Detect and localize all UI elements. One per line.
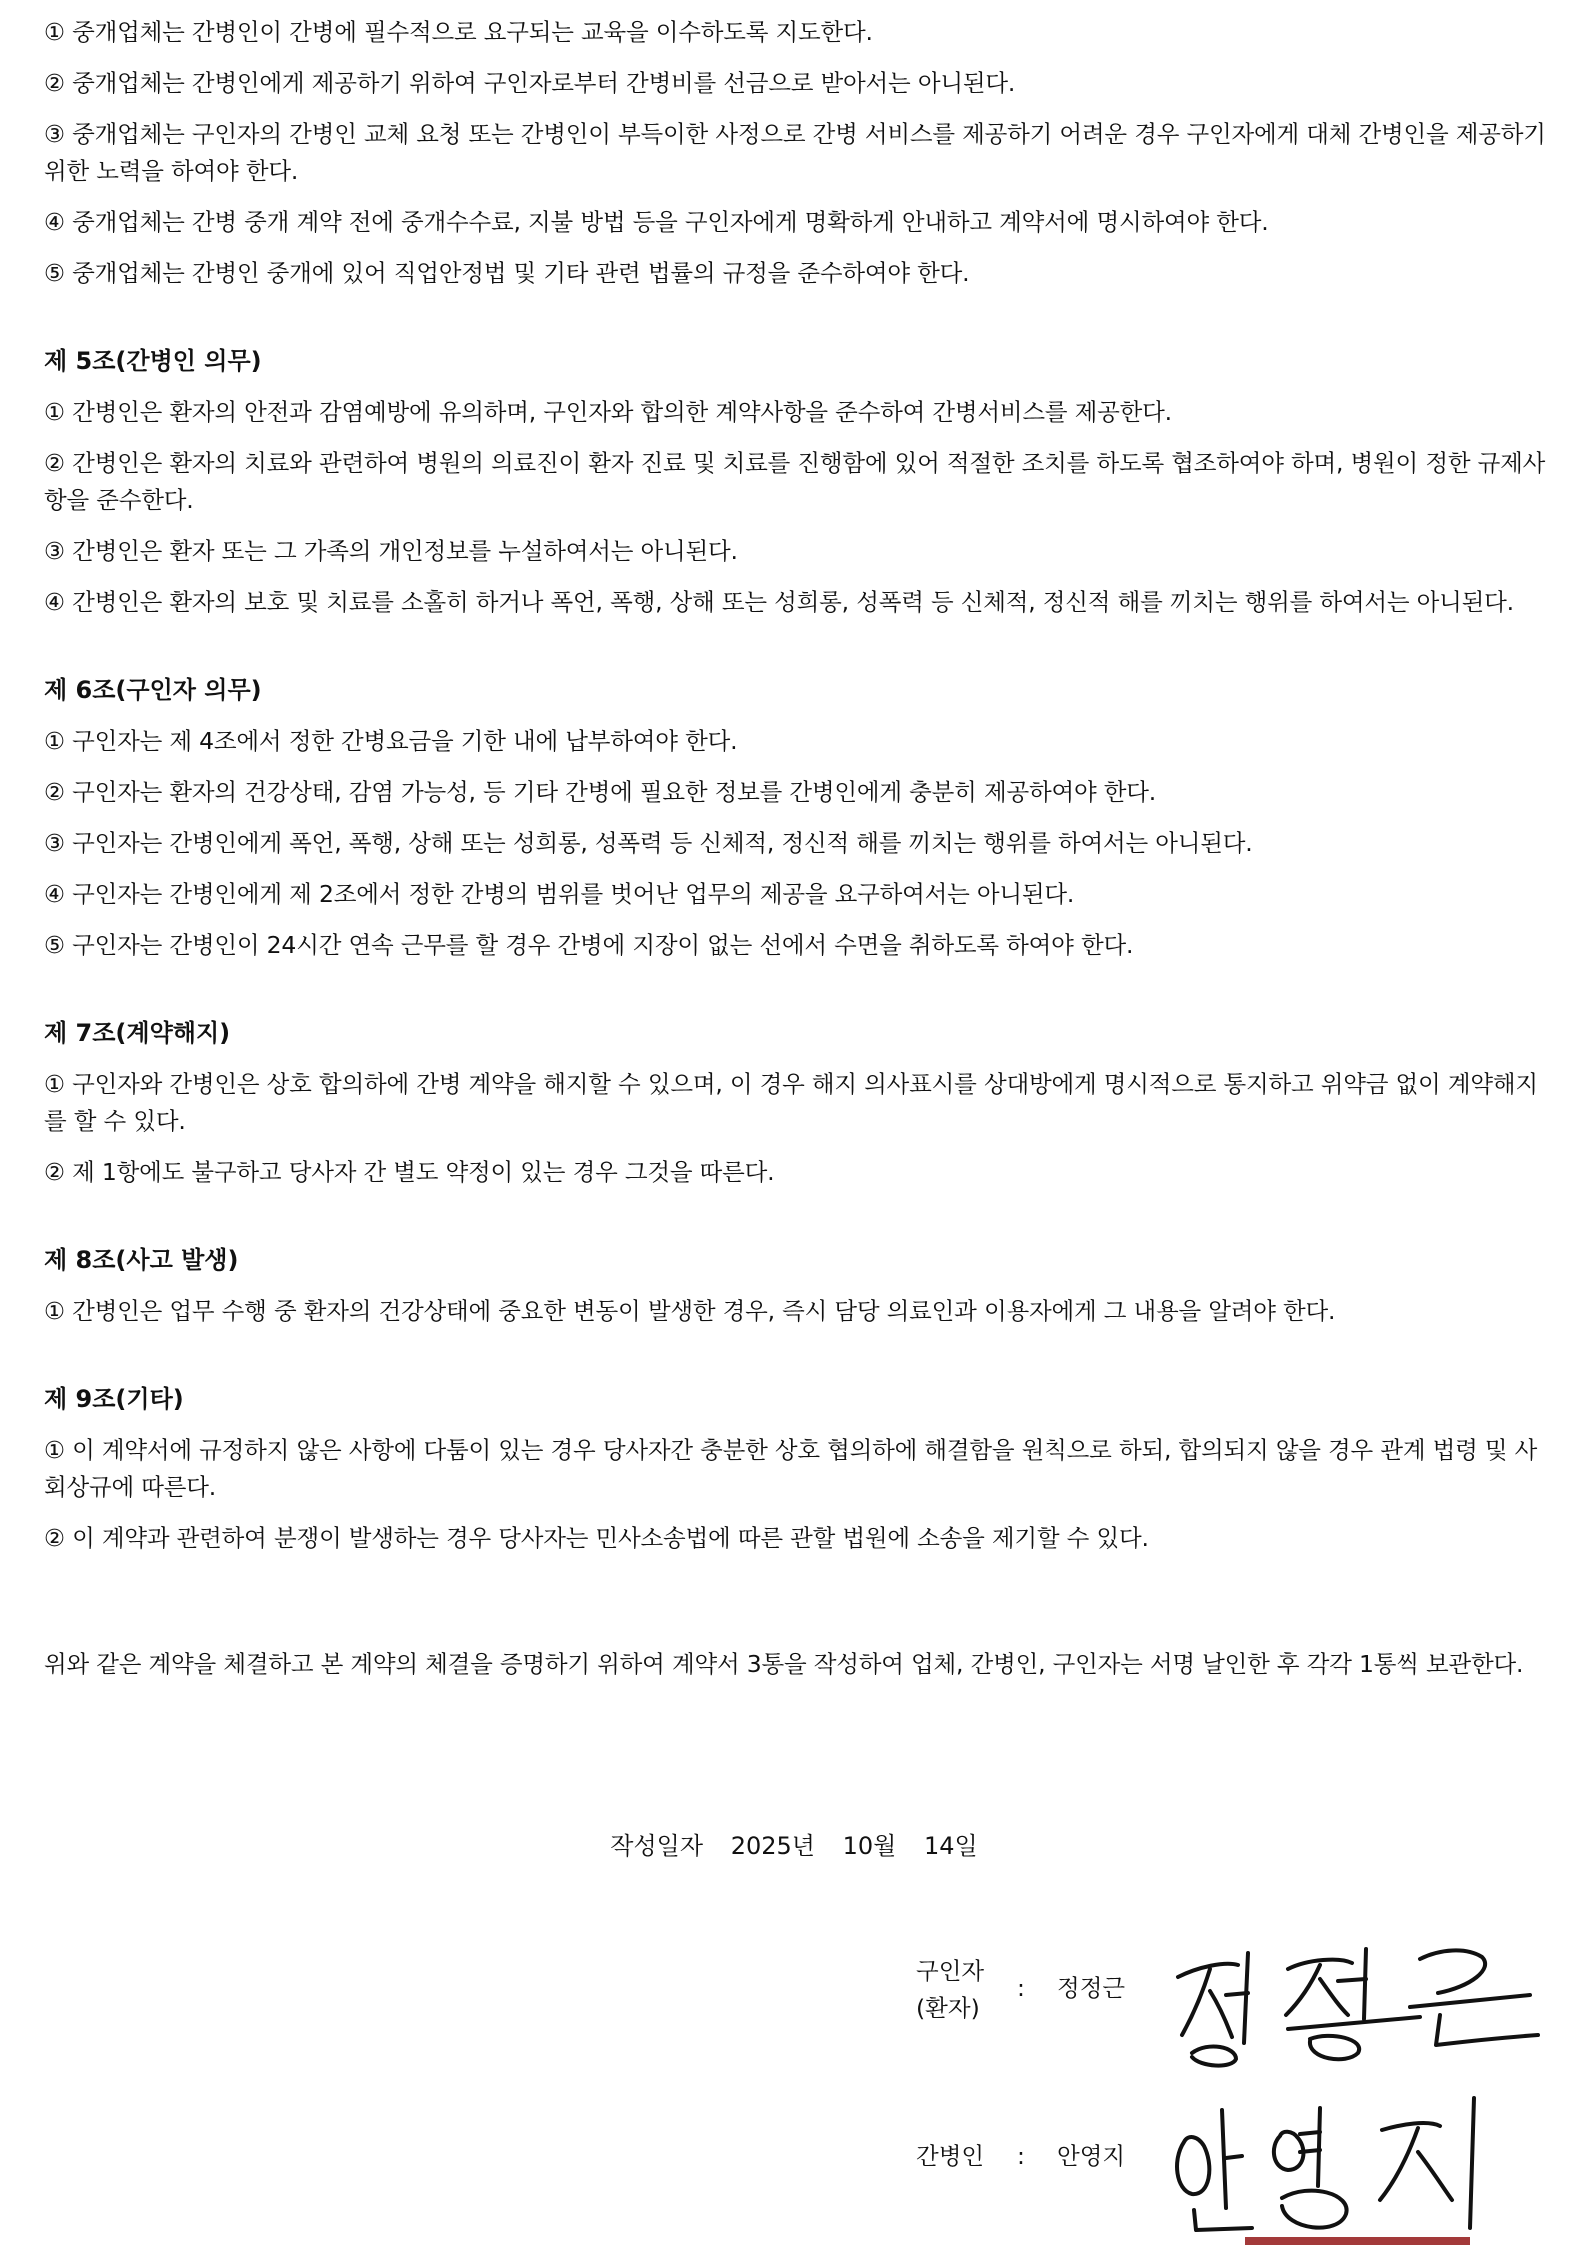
article-heading: 제 6조(구인자 의무) — [44, 676, 262, 704]
stamp-edge — [1245, 2237, 1470, 2245]
article-item: ① 구인자와 간병인은 상호 합의하에 간병 계약을 해지할 수 있으며, 이 경우 해지 의사표시를 상대방에게 명시적으로 통지하고 위약금 없이 계약해지를 할 수 있다. — [44, 1070, 1538, 1135]
article-item: ② 간병인은 환자의 치료와 관련하여 병원의 의료진이 환자 진료 및 치료를 진행함에 있어 적절한 조치를 하도록 협조하여야 하며, 병원이 정한 규제사항을 준수한다. — [44, 449, 1546, 514]
client-name: 정정근 — [1057, 1974, 1126, 2002]
article-5 — [44, 343, 1549, 621]
article-item: ① 이 계약서에 규정하지 않은 사항에 다툼이 있는 경우 당사자간 충분한 상호 협의하에 해결함을 원칙으로 하되, 합의되지 않을 경우 관계 법령 및 사회상규에 따른다. — [44, 1436, 1538, 1501]
article-item: ① 구인자는 제 4조에서 정한 간병요금을 기한 내에 납부하여야 한다. — [44, 727, 738, 755]
spacer — [44, 635, 1549, 672]
spacer — [44, 1571, 1549, 1646]
article-7 — [44, 1015, 1549, 1191]
article-item: ① 간병인은 환자의 안전과 감염예방에 유의하며, 구인자와 합의한 계약사항을 준수하여 간병서비스를 제공한다. — [44, 398, 1172, 426]
caregiver-name: 안영지 — [1057, 2142, 1126, 2170]
article-item: ② 제 1항에도 불구하고 당사자 간 별도 약정이 있는 경우 그것을 따른다. — [44, 1158, 775, 1186]
article-heading: 제 5조(간병인 의무) — [44, 347, 262, 375]
spacer — [44, 1344, 1549, 1381]
intro-item-4: ④ 중개업체는 간병 중개 계약 전에 중개수수료, 지불 방법 등을 구인자에게 명확하게 안내하고 계약서에 명시하여야 한다. — [44, 208, 1269, 236]
article-item: ① 간병인은 업무 수행 중 환자의 건강상태에 중요한 변동이 발생한 경우, 즉시 담당 의료인과 이용자에게 그 내용을 알려야 한다. — [44, 1297, 1336, 1325]
client-colon: : — [1017, 1974, 1025, 2002]
client-label-line-1: 구인자 — [916, 1957, 985, 1985]
article-item: ② 구인자는 환자의 건강상태, 감염 가능성, 등 기타 간병에 필요한 정보를 간병인에게 충분히 제공하여야 한다. — [44, 778, 1156, 806]
caregiver-signature — [1170, 2090, 1550, 2240]
article-heading: 제 7조(계약해지) — [44, 1019, 231, 1047]
intro-item-1: ① 중개업체는 간병인이 간병에 필수적으로 요구되는 교육을 이수하도록 지도한다. — [44, 18, 873, 46]
spacer — [44, 306, 1549, 343]
article-heading: 제 8조(사고 발생) — [44, 1246, 239, 1274]
article-6 — [44, 672, 1549, 964]
closing-statement: 위와 같은 계약을 체결하고 본 계약의 체결을 증명하기 위하여 계약서 3통을 작성하여 업체, 간병인, 구인자는 서명 날인한 후 각각 1통씩 보관한다. — [44, 1650, 1524, 1678]
intro-item-3: ③ 중개업체는 구인자의 간병인 교체 요청 또는 간병인이 부득이한 사정으로 간병 서비스를 제공하기 어려운 경우 구인자에게 대체 간병인을 제공하기 위한 노력을 하여야 한다. — [44, 120, 1546, 185]
contract-body — [44, 14, 1549, 1697]
spacer — [44, 1205, 1549, 1242]
client-label — [916, 1953, 984, 2027]
article-9 — [44, 1381, 1549, 1557]
date-year: 2025년 — [730, 1832, 815, 1860]
date-month: 10월 — [842, 1832, 897, 1860]
caregiver-label: 간병인 — [916, 2142, 985, 2170]
caregiver-colon: : — [1017, 2142, 1025, 2170]
article-item: ③ 간병인은 환자 또는 그 가족의 개인정보를 누설하여서는 아니된다. — [44, 537, 738, 565]
intro-item-2: ② 중개업체는 간병인에게 제공하기 위하여 구인자로부터 간병비를 선금으로 받아서는 아니된다. — [44, 69, 1016, 97]
intro-section — [44, 14, 1549, 292]
date-line — [0, 1828, 1588, 1865]
article-8 — [44, 1242, 1549, 1330]
spacer — [44, 978, 1549, 1015]
article-item: ④ 구인자는 간병인에게 제 2조에서 정한 간병의 범위를 벗어난 업무의 제공을 요구하여서는 아니된다. — [44, 880, 1075, 908]
client-label-line-2: (환자) — [916, 1994, 980, 2022]
client-signature — [1170, 1935, 1550, 2070]
article-item: ④ 간병인은 환자의 보호 및 치료를 소홀히 하거나 폭언, 폭행, 상해 또는 성희롱, 성폭력 등 신체적, 정신적 해를 끼치는 행위를 하여서는 아니된다. — [44, 588, 1514, 616]
article-item: ② 이 계약과 관련하여 분쟁이 발생하는 경우 당사자는 민사소송법에 따른 관할 법원에 소송을 제기할 수 있다. — [44, 1524, 1149, 1552]
intro-item-5: ⑤ 중개업체는 간병인 중개에 있어 직업안정법 및 기타 관련 법률의 규정을 준수하여야 한다. — [44, 259, 970, 287]
date-day: 14일 — [923, 1832, 978, 1860]
article-heading: 제 9조(기타) — [44, 1385, 184, 1413]
date-label: 작성일자 — [610, 1832, 704, 1860]
article-item: ③ 구인자는 간병인에게 폭언, 폭행, 상해 또는 성희롱, 성폭력 등 신체적, 정신적 해를 끼치는 행위를 하여서는 아니된다. — [44, 829, 1253, 857]
article-item: ⑤ 구인자는 간병인이 24시간 연속 근무를 할 경우 간병에 지장이 없는 선에서 수면을 취하도록 하여야 한다. — [44, 931, 1134, 959]
